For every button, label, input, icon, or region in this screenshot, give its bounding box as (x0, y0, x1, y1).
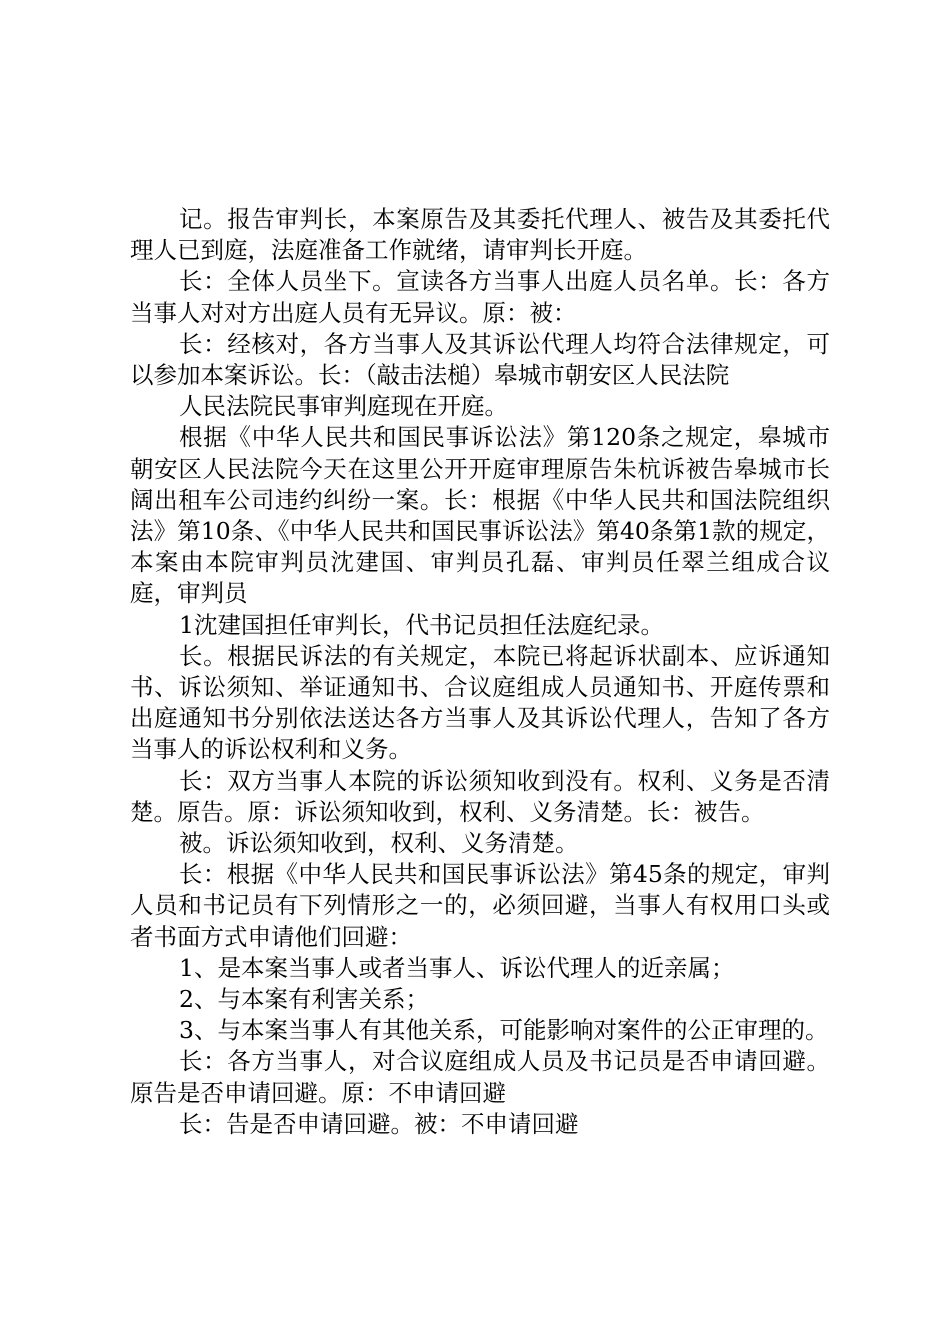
paragraph-5: 根据《中华人民共和国民事诉讼法》第120条之规定，皋城市朝安区人民法院今天在这里公开开庭审理原告朱杭诉被告皋城市长阔出租车公司违约纠纷一案。长：根据《中华人民共和国法院组织法》第10条、《中华人民共和国民事诉讼法》第40条第1款的规定，本案由本院审判员沈建国、审判员孔磊、审判员任翠兰组成合议庭，审判员 (130, 423, 830, 608)
paragraph-12: 2、与本案有利害关系； (179, 985, 429, 1014)
paragraph-6: 1沈建国担任审判长，代书记员担任法庭纪录。 (179, 610, 664, 639)
paragraph-8: 长：双方当事人本院的诉讼须知收到没有。权利、义务是否清楚。原告。原：诉讼须知收到，权利、义务清楚。长：被告。 (130, 766, 830, 826)
paragraph-1: 记。报告审判长，本案原告及其委托代理人、被告及其委托代理人已到庭，法庭准备工作就绪，请审判长开庭。 (130, 205, 830, 265)
paragraph-15: 长：告是否申请回避。被：不申请回避 (179, 1109, 579, 1138)
paragraph-7: 长。根据民诉法的有关规定，本院已将起诉状副本、应诉通知书、诉讼须知、举证通知书、合议庭组成人员通知书、开庭传票和出庭通知书分别依法送达各方当事人及其诉讼代理人，告知了各方当事人的诉讼权利和义务。 (130, 641, 830, 764)
paragraph-14: 长：各方当事人，对合议庭组成人员及书记员是否申请回避。原告是否申请回避。原：不申请回避 (130, 1047, 830, 1107)
document-body (130, 204, 830, 1140)
paragraph-9: 被。诉讼须知收到，权利、义务清楚。 (179, 829, 579, 858)
paragraph-2: 长：全体人员坐下。宣读各方当事人出庭人员名单。长：各方当事人对对方出庭人员有无异议。原：被： (130, 267, 830, 327)
paragraph-4: 人民法院民事审判庭现在开庭。 (179, 392, 508, 421)
paragraph-3: 长：经核对，各方当事人及其诉讼代理人均符合法律规定，可以参加本案诉讼。长：（敲击法槌）皋城市朝安区人民法院 (130, 329, 830, 390)
paragraph-10: 长：根据《中华人民共和国民事诉讼法》第45条的规定，审判人员和书记员有下列情形之一的，必须回避，当事人有权用口头或者书面方式申请他们回避： (130, 860, 830, 951)
paragraph-11: 1、是本案当事人或者当事人、诉讼代理人的近亲属； (179, 953, 735, 982)
paragraph-13: 3、与本案当事人有其他关系，可能影响对案件的公正审理的。 (179, 1016, 829, 1045)
